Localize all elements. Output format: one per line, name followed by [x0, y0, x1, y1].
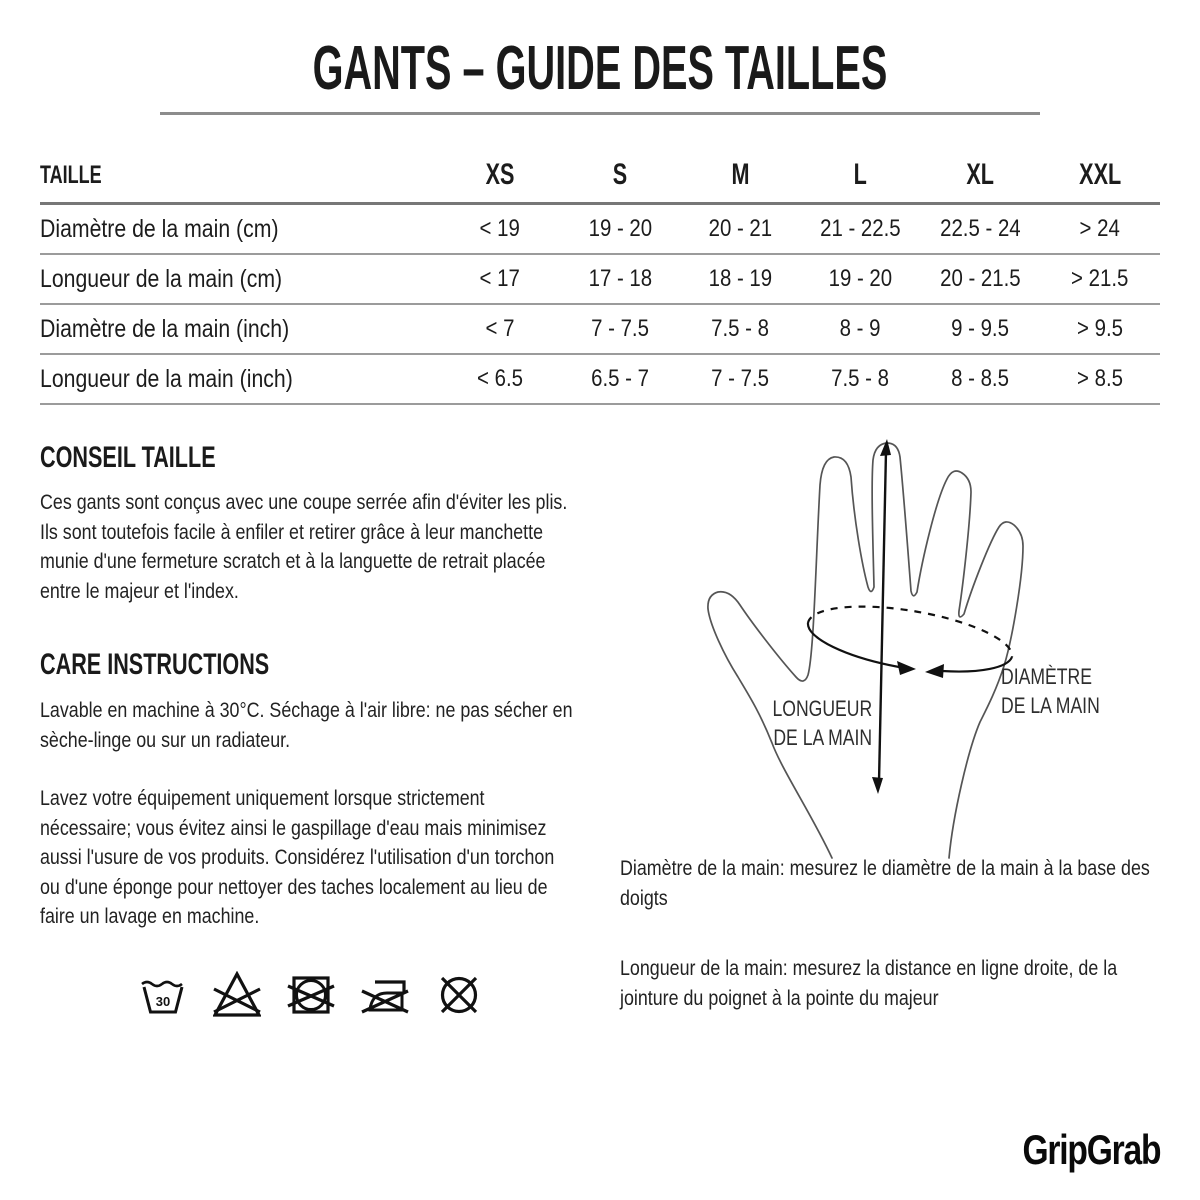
row-label: Longueur de la main (inch)	[40, 364, 293, 393]
note-diameter: Diamètre de la main: mesurez le diamètre de la main à la base des doigts	[620, 857, 1150, 910]
care-text-2: Lavez votre équipement uniquement lorsque strictement nécessaire; vous évitez ainsi le gaspillage d'eau mais minimisez aussi l'usure de vos produits. Considérez l'utilisation d'un torchon ou d'une éponge pour nettoyer des taches localement au lieu de faire un lavage en machine.	[40, 787, 555, 928]
page-title-text: GANTS – GUIDE DES TAILLES	[312, 34, 888, 103]
header-cell-xs: XS	[485, 158, 515, 191]
section-heading-conseil: CONSEIL TAILLE	[40, 441, 216, 474]
table-row-diametre-inch	[40, 305, 1160, 355]
hand-outline	[708, 443, 1023, 858]
do-not-bleach-icon	[213, 971, 261, 1019]
cell-value: > 8.5	[1077, 365, 1123, 392]
row-label: Diamètre de la main (cm)	[40, 214, 279, 243]
header-cell-m: M	[731, 158, 749, 191]
diameter-ellipse	[808, 607, 1012, 678]
conseil-text: Ces gants sont conçus avec une coupe serrée afin d'éviter les plis. Ils sont toutefois facile à enfiler et retirer grâce à leur manchette munie d'une fermeture scratch et à la languette de retrait placée entre le majeur et l'index.	[40, 491, 568, 603]
table-row-longueur-inch	[40, 355, 1160, 405]
row-label: Diamètre de la main (inch)	[40, 314, 290, 343]
cell-value: < 6.5	[477, 365, 523, 392]
cell-value: < 19	[479, 215, 521, 242]
cell-value: 8 - 9	[839, 315, 881, 342]
cell-value: > 21.5	[1071, 265, 1129, 292]
cell-value: 9 - 9.5	[951, 315, 1009, 342]
diameter-label: DIAMÈTRE DE LA MAIN	[1001, 664, 1100, 718]
brand-logo: GripGrab	[1022, 1126, 1160, 1173]
cell-value: 19 - 20	[828, 265, 892, 292]
svg-text:30: 30	[155, 994, 171, 1009]
note-length: Longueur de la main: mesurez la distance en ligne droite, de la jointure du poignet à la pointe du majeur	[620, 957, 1118, 1010]
cell-value: 7 - 7.5	[711, 365, 769, 392]
table-header-row	[40, 148, 1160, 205]
section-heading-care: CARE INSTRUCTIONS	[40, 648, 270, 681]
care-symbols	[139, 971, 483, 1019]
wash-30-icon	[139, 971, 187, 1019]
cell-value: 8 - 8.5	[951, 365, 1009, 392]
cell-value: 7.5 - 8	[711, 315, 769, 342]
cell-value: 22.5 - 24	[939, 215, 1021, 242]
hand-diagram	[600, 425, 1120, 860]
cell-value: 19 - 20	[588, 215, 652, 242]
cell-value: < 7	[485, 315, 515, 342]
row-label: Longueur de la main (cm)	[40, 264, 283, 293]
table-row-longueur-cm	[40, 255, 1160, 305]
page-title	[0, 33, 1200, 104]
cell-value: > 9.5	[1077, 315, 1123, 342]
cell-value: 17 - 18	[588, 265, 652, 292]
cell-value: 7.5 - 8	[831, 365, 889, 392]
header-cell-taille: TAILLE	[40, 160, 102, 189]
cell-value: 21 - 22.5	[819, 215, 901, 242]
cell-value: < 17	[479, 265, 521, 292]
size-table	[40, 148, 1160, 405]
header-cell-s: S	[612, 158, 628, 191]
cell-value: > 24	[1079, 215, 1121, 242]
do-not-dry-clean-icon	[435, 971, 483, 1019]
header-cell-l: L	[853, 158, 867, 191]
cell-value: 20 - 21.5	[939, 265, 1021, 292]
length-label: LONGUEUR DE LA MAIN	[772, 696, 873, 750]
title-divider	[160, 112, 1040, 115]
cell-value: 20 - 21	[708, 215, 772, 242]
cell-value: 18 - 19	[708, 265, 772, 292]
do-not-tumble-dry-icon	[287, 971, 335, 1019]
do-not-iron-icon	[361, 971, 409, 1019]
cell-value: 7 - 7.5	[591, 315, 649, 342]
header-cell-xl: XL	[966, 158, 994, 191]
care-text-1: Lavable en machine à 30°C. Séchage à l'air libre: ne pas sécher en sèche-linge ou sur un radiateur.	[40, 699, 573, 752]
table-row-diametre-cm	[40, 205, 1160, 255]
header-cell-xxl: XXL	[1078, 158, 1122, 191]
cell-value: 6.5 - 7	[591, 365, 649, 392]
